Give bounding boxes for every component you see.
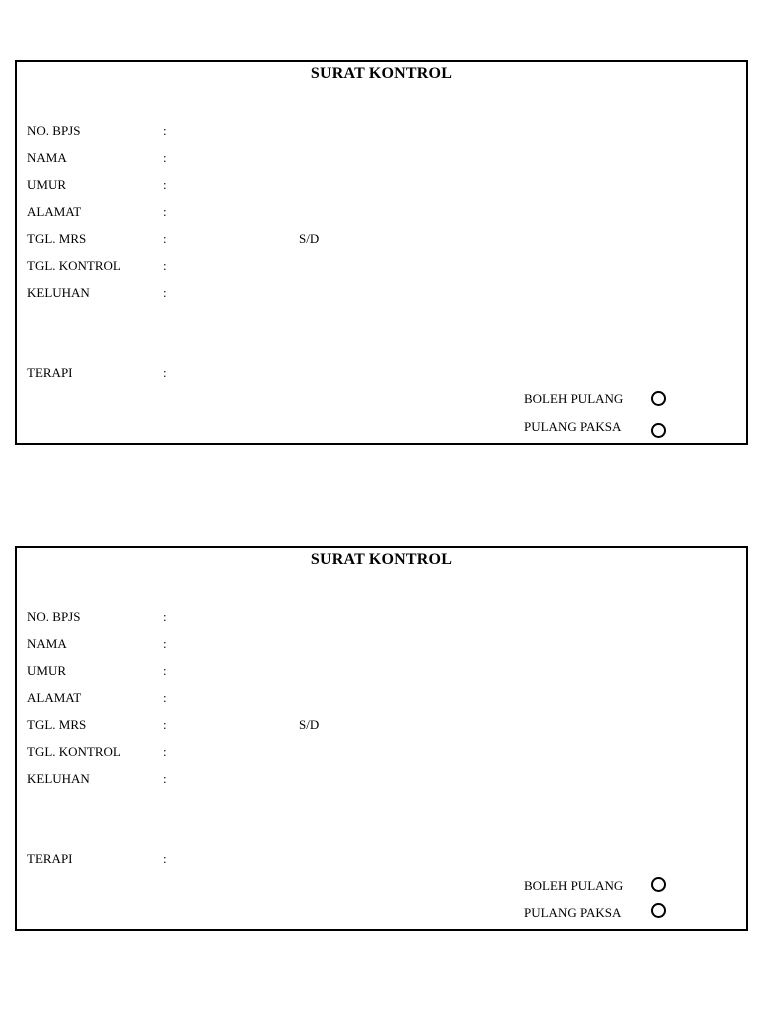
sd-label: S/D xyxy=(299,717,320,732)
option-boleh-pulang-label: BOLEH PULANG xyxy=(524,391,624,406)
field-label: ALAMAT xyxy=(27,690,82,705)
field-colon: : xyxy=(163,663,167,678)
field-colon: : xyxy=(163,771,167,786)
field-label: TGL. KONTROL xyxy=(27,258,121,273)
field-colon: : xyxy=(163,717,167,732)
field-label: TGL. MRS xyxy=(27,231,87,246)
option-boleh-pulang-label: BOLEH PULANG xyxy=(524,878,624,893)
field-label: ALAMAT xyxy=(27,204,82,219)
field-colon: : xyxy=(163,204,167,219)
radio-pulang-paksa[interactable] xyxy=(651,423,666,438)
field-label: TERAPI xyxy=(27,851,73,866)
field-colon: : xyxy=(163,258,167,273)
field-label: UMUR xyxy=(27,663,67,678)
field-colon: : xyxy=(163,636,167,651)
field-label: KELUHAN xyxy=(27,771,90,786)
radio-pulang-paksa[interactable] xyxy=(651,903,666,918)
radio-boleh-pulang[interactable] xyxy=(651,391,666,406)
form-title: SURAT KONTROL xyxy=(310,551,453,568)
sd-label: S/D xyxy=(299,231,320,246)
field-label: KELUHAN xyxy=(27,285,90,300)
field-colon: : xyxy=(163,285,167,300)
field-colon: : xyxy=(163,744,167,759)
field-colon: : xyxy=(163,365,167,380)
option-pulang-paksa-label: PULANG PAKSA xyxy=(524,419,622,434)
field-label: TGL. KONTROL xyxy=(27,744,121,759)
field-label: NAMA xyxy=(27,636,67,651)
field-colon: : xyxy=(163,150,167,165)
field-colon: : xyxy=(163,123,167,138)
field-colon: : xyxy=(163,177,167,192)
field-colon: : xyxy=(163,609,167,624)
field-colon: : xyxy=(163,851,167,866)
field-colon: : xyxy=(163,690,167,705)
field-colon: : xyxy=(163,231,167,246)
option-pulang-paksa-label: PULANG PAKSA xyxy=(524,905,622,920)
field-label: NO. BPJS xyxy=(27,609,81,624)
field-label: TGL. MRS xyxy=(27,717,87,732)
field-label: NAMA xyxy=(27,150,67,165)
form-title: SURAT KONTROL xyxy=(310,65,453,82)
radio-boleh-pulang[interactable] xyxy=(651,877,666,892)
surat-kontrol-form-2 xyxy=(15,546,748,931)
field-label: TERAPI xyxy=(27,365,73,380)
surat-kontrol-form-1 xyxy=(15,60,748,445)
field-label: UMUR xyxy=(27,177,67,192)
field-label: NO. BPJS xyxy=(27,123,81,138)
